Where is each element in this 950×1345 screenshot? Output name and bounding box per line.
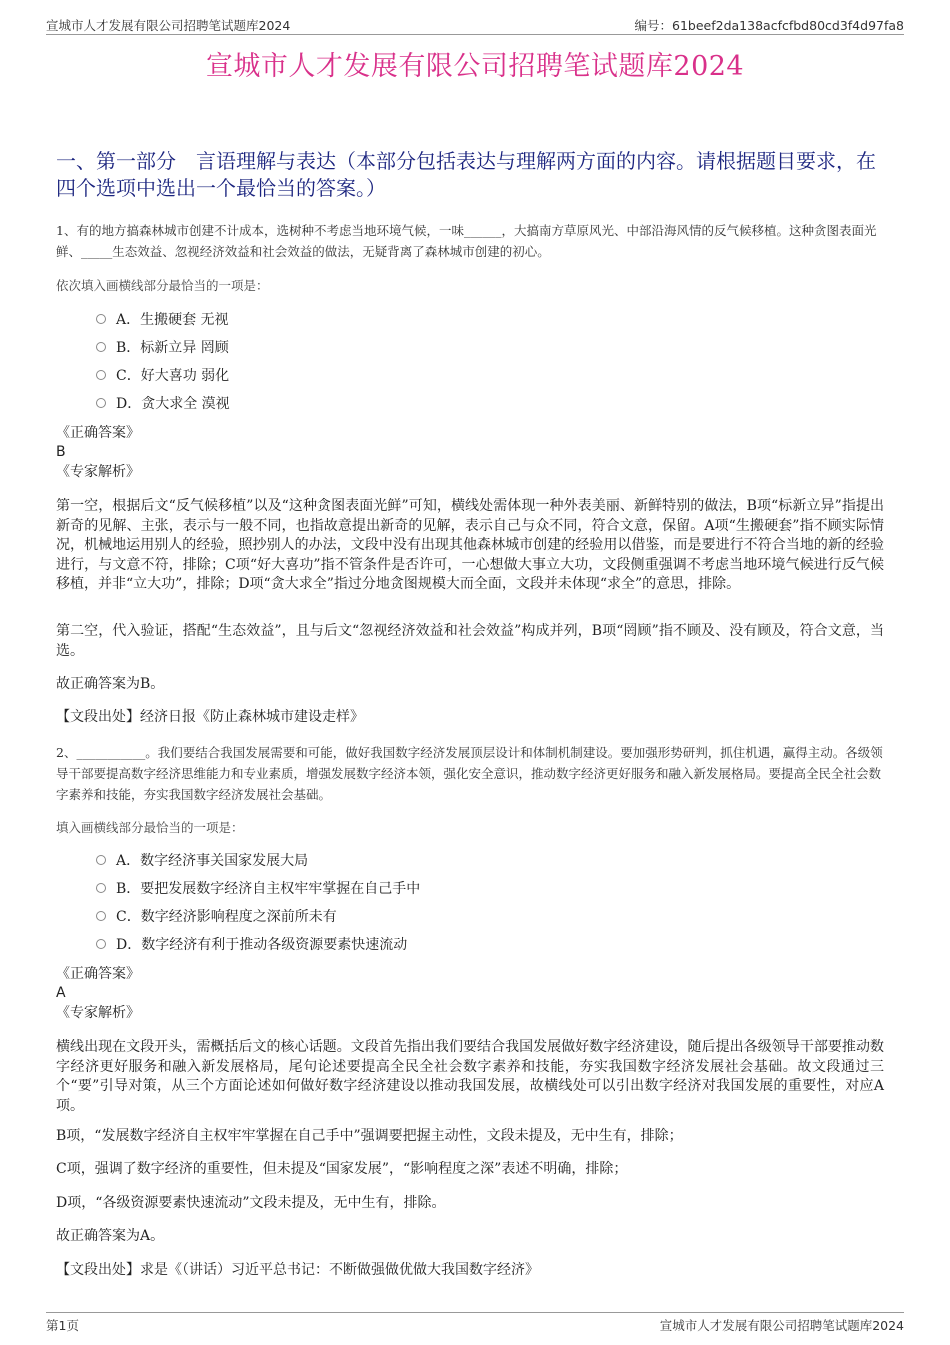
question-1-hint: 依次填入画横线部分最恰当的一项是： bbox=[56, 278, 269, 293]
q2-analysis-p5: 故正确答案为A。 bbox=[56, 1228, 165, 1244]
header-doc-id: 编号：61beef2da138acfcfbd80cd3f4d97fa8 bbox=[634, 18, 904, 33]
q2-answer: A bbox=[56, 985, 66, 1001]
radio-icon[interactable] bbox=[96, 314, 106, 324]
q2-analysis-p1: 横线出现在文段开头，需概括后文的核心话题。文段首先指出我们要结合我国发展做好数字经济建设，随后提出各级领导干部要推动数字经济更好服务和融入新发展格局，尾句论述要提高全民全社会数字素养和技能，夯实我国数字经济发展社会基础。故文段通过三个“要”引导对策，从三个方面论述如何做好数字经济建设以推动我国发展，故横线处可以引出数字经济对我国发展的重要性，对应A项。 bbox=[56, 1039, 884, 1114]
q2-answer-label: 《正确答案》 bbox=[56, 966, 140, 982]
footer-page-number: 第1页 bbox=[46, 1318, 79, 1333]
radio-icon[interactable] bbox=[96, 883, 106, 893]
question-2-options bbox=[96, 846, 420, 958]
question-1-options bbox=[96, 305, 230, 417]
q2-analysis-p4: D项，“各级资源要素快速流动”文段未提及，无中生有，排除。 bbox=[56, 1195, 446, 1211]
q2-analysis-p3: C项，强调了数字经济的重要性，但未提及“国家发展”，“影响程度之深”表述不明确，排除； bbox=[56, 1161, 628, 1177]
q2-analysis-label: 《专家解析》 bbox=[56, 1005, 140, 1021]
q1-option-a[interactable]: A．生搬硬套 无视 bbox=[96, 305, 230, 333]
header-doc-title: 宣城市人才发展有限公司招聘笔试题库2024 bbox=[46, 18, 291, 33]
section-heading: 一、第一部分 言语理解与表达（本部分包括表达与理解两方面的内容。请根据题目要求，在四个选项中选出一个最恰当的答案。） bbox=[56, 149, 876, 200]
q1-option-b[interactable]: B．标新立异 罔顾 bbox=[96, 333, 230, 361]
q1-answer: B bbox=[56, 444, 66, 460]
q1-source: 【文段出处】经济日报《防止森林城市建设走样》 bbox=[56, 709, 364, 725]
q1-analysis-p2: 第二空，代入验证，搭配“生态效益”，且与后文“忽视经济效益和社会效益”构成并列，B项“罔顾”指不顾及、没有顾及，符合文意，当选。 bbox=[56, 623, 884, 659]
q2-option-d[interactable]: D．数字经济有利于推动各级资源要素快速流动 bbox=[96, 930, 420, 958]
page-header bbox=[46, 14, 904, 35]
footer-doc-title: 宣城市人才发展有限公司招聘笔试题库2024 bbox=[659, 1318, 904, 1333]
q1-answer-label: 《正确答案》 bbox=[56, 425, 140, 441]
q2-option-a[interactable]: A．数字经济事关国家发展大局 bbox=[96, 846, 420, 874]
radio-icon[interactable] bbox=[96, 398, 106, 408]
radio-icon[interactable] bbox=[96, 370, 106, 380]
q2-analysis-p2: B项，“发展数字经济自主权牢牢掌握在自己手中”强调要把握主动性，文段未提及，无中生有，排除； bbox=[56, 1128, 683, 1144]
question-2-text: 2、___________。我们要结合我国发展需要和可能，做好我国数字经济发展顶层设计和体制机制建设。要加强形势研判，抓住机遇，赢得主动。各级领导干部要提高数字经济思维能力和专业素质，增强发展数字经济本领，强化安全意识，推动数字经济更好服务和融入新发展格局。要提高全民全社会数字素养和技能，夯实我国数字经济发展社会基础。 bbox=[56, 745, 883, 802]
q2-option-b[interactable]: B．要把发展数字经济自主权牢牢掌握在自己手中 bbox=[96, 874, 420, 902]
radio-icon[interactable] bbox=[96, 342, 106, 352]
q2-option-c[interactable]: C．数字经济影响程度之深前所未有 bbox=[96, 902, 420, 930]
radio-icon[interactable] bbox=[96, 911, 106, 921]
q1-analysis-p1: 第一空，根据后文“反气候移植”以及“这种贪图表面光鲜”可知，横线处需体现一种外表美丽、新鲜特别的做法，B项“标新立异”指提出新奇的见解、主张，表示与一般不同，也指故意提出新奇的见解，表示自己与众不同，符合文意，保留。A项“生搬硬套”指不顾实际情况，机械地运用别人的经验，照抄别人的办法，文段中没有出现其他森林城市创建的经验用以借鉴，而是要进行不符合当地的新的经验进行，与文意不符，排除；C项“好大喜功”指不管条件是否许可，一心想做大事立大功，文段侧重强调不考虑当地环境气候进行反气候移植，并非“立大功”，排除；D项“贪大求全”指过分地贪图规模大而全面，文段并未体现“求全”的意思，排除。 bbox=[56, 498, 884, 592]
radio-icon[interactable] bbox=[96, 939, 106, 949]
q1-option-d[interactable]: D．贪大求全 漠视 bbox=[96, 389, 230, 417]
q1-analysis-label: 《专家解析》 bbox=[56, 464, 140, 480]
q1-analysis-p3: 故正确答案为B。 bbox=[56, 676, 165, 692]
question-1-text: 1、有的地方搞森林城市创建不计成本，选树种不考虑当地环境气候，一味______，大搞南方草原风光、中部沿海风情的反气候移植。这种贪图表面光鲜、_____生态效益、忽视经济效益和社会效益的做法，无疑背离了森林城市创建的初心。 bbox=[56, 223, 877, 259]
q1-option-c[interactable]: C．好大喜功 弱化 bbox=[96, 361, 230, 389]
q2-source: 【文段出处】求是《（讲话）习近平总书记：不断做强做优做大我国数字经济》 bbox=[56, 1262, 539, 1278]
question-2-hint: 填入画横线部分最恰当的一项是： bbox=[56, 820, 244, 835]
radio-icon[interactable] bbox=[96, 855, 106, 865]
page-title: 宣城市人才发展有限公司招聘笔试题库2024 bbox=[205, 51, 745, 82]
page-footer bbox=[46, 1312, 904, 1333]
